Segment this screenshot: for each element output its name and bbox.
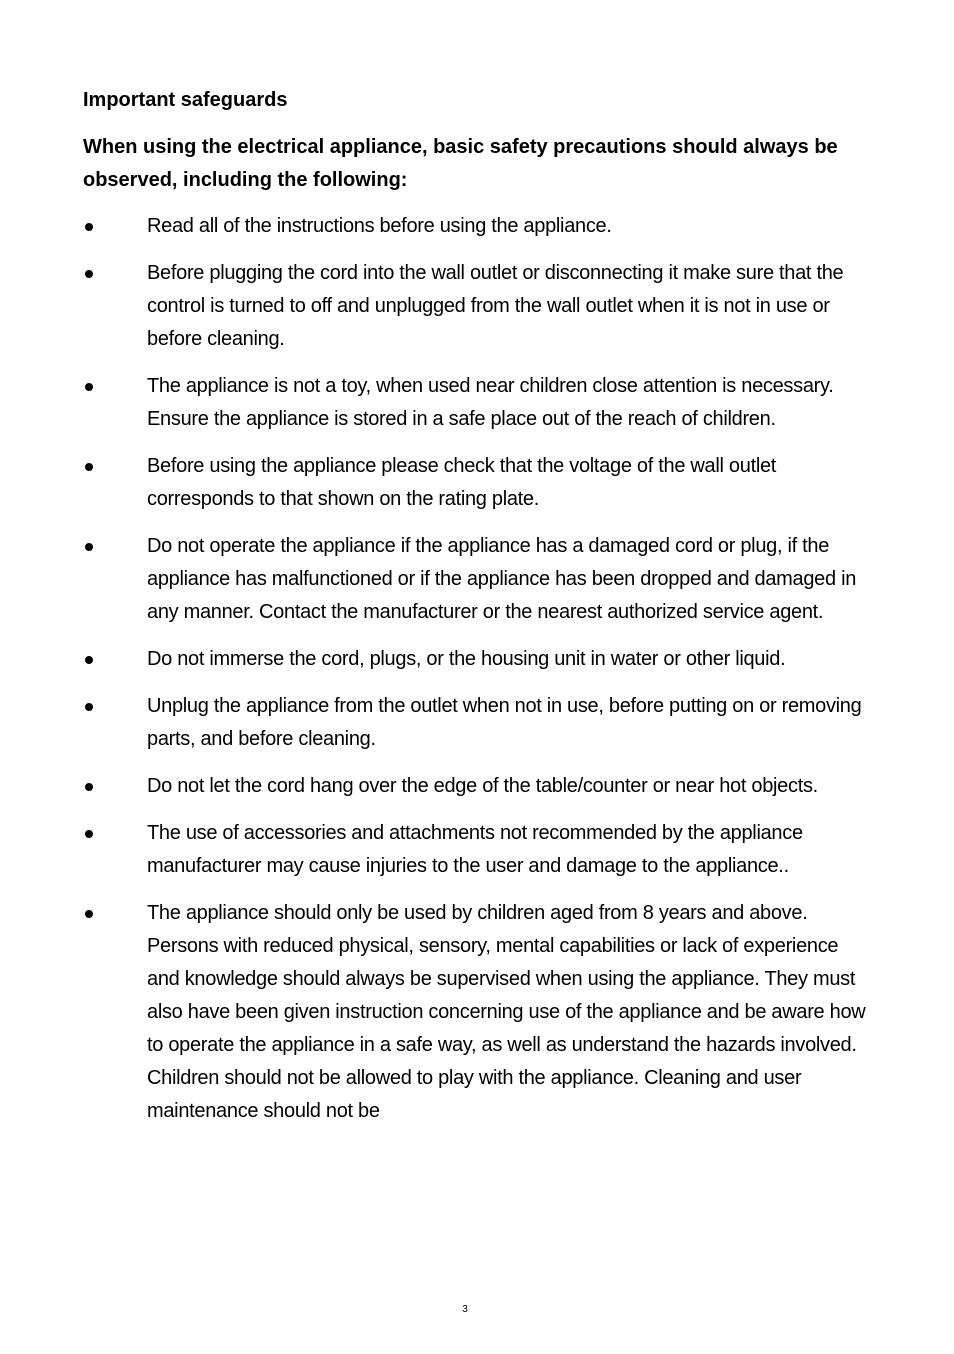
list-item-text: The appliance should only be used by children aged from 8 years and above. Persons with reduced physical, sensory, mental capabilities or lack of experience and knowledge should always be supervised when using the appliance. They must also have been given instruction concerning use of the appliance and be aware how to operate the appliance in a safe way, as well as understand the hazards involved. Children should not be allowed to play with the appliance. Cleaning and user maintenance should not be (147, 902, 866, 1122)
page-number: 3 (462, 1304, 468, 1315)
bullet-icon (85, 703, 93, 711)
list-item-text: Do not immerse the cord, plugs, or the housing unit in water or other liquid. (147, 648, 786, 670)
list-item (83, 257, 873, 356)
bullet-icon (85, 830, 93, 838)
bullet-icon (85, 270, 93, 278)
bullet-icon (85, 463, 93, 471)
list-item (83, 370, 873, 436)
list-item-text: Do not let the cord hang over the edge of the table/counter or near hot objects. (147, 775, 818, 797)
list-item (83, 210, 873, 243)
safeguards-list (83, 210, 873, 1142)
list-item (83, 897, 873, 1128)
section-heading: Important safeguards (83, 89, 288, 111)
list-item-text: Do not operate the appliance if the appliance has a damaged cord or plug, if the appliance has malfunctioned or if the appliance has been dropped and damaged in any manner. Contact the manufacturer or the nearest authorized service agent. (147, 535, 857, 623)
bullet-icon (85, 910, 93, 918)
list-item-text: Read all of the instructions before using the appliance. (147, 215, 612, 237)
list-item (83, 643, 873, 676)
bullet-icon (85, 656, 93, 664)
list-item-text: Before plugging the cord into the wall outlet or disconnecting it make sure that the control is turned to off and unplugged from the wall outlet when it is not in use or before cleaning. (147, 262, 844, 350)
list-item (83, 817, 873, 883)
list-item-text: Before using the appliance please check that the voltage of the wall outlet corresponds to that shown on the rating plate. (147, 455, 777, 510)
list-item (83, 690, 873, 756)
intro-statement: When using the electrical appliance, basic safety precautions should always be observed, including the following: (83, 136, 838, 191)
list-item (83, 450, 873, 516)
list-item-text: The appliance is not a toy, when used near children close attention is necessary. Ensure the appliance is stored in a safe place out of the reach of children. (147, 375, 834, 430)
list-item-text: The use of accessories and attachments not recommended by the appliance manufacturer may cause injuries to the user and damage to the appliance.. (147, 822, 803, 877)
list-item (83, 770, 873, 803)
bullet-icon (85, 543, 93, 551)
bullet-icon (85, 223, 93, 231)
list-item (83, 530, 873, 629)
bullet-icon (85, 783, 93, 791)
bullet-icon (85, 383, 93, 391)
list-item-text: Unplug the appliance from the outlet when not in use, before putting on or removing parts, and before cleaning. (147, 695, 862, 750)
